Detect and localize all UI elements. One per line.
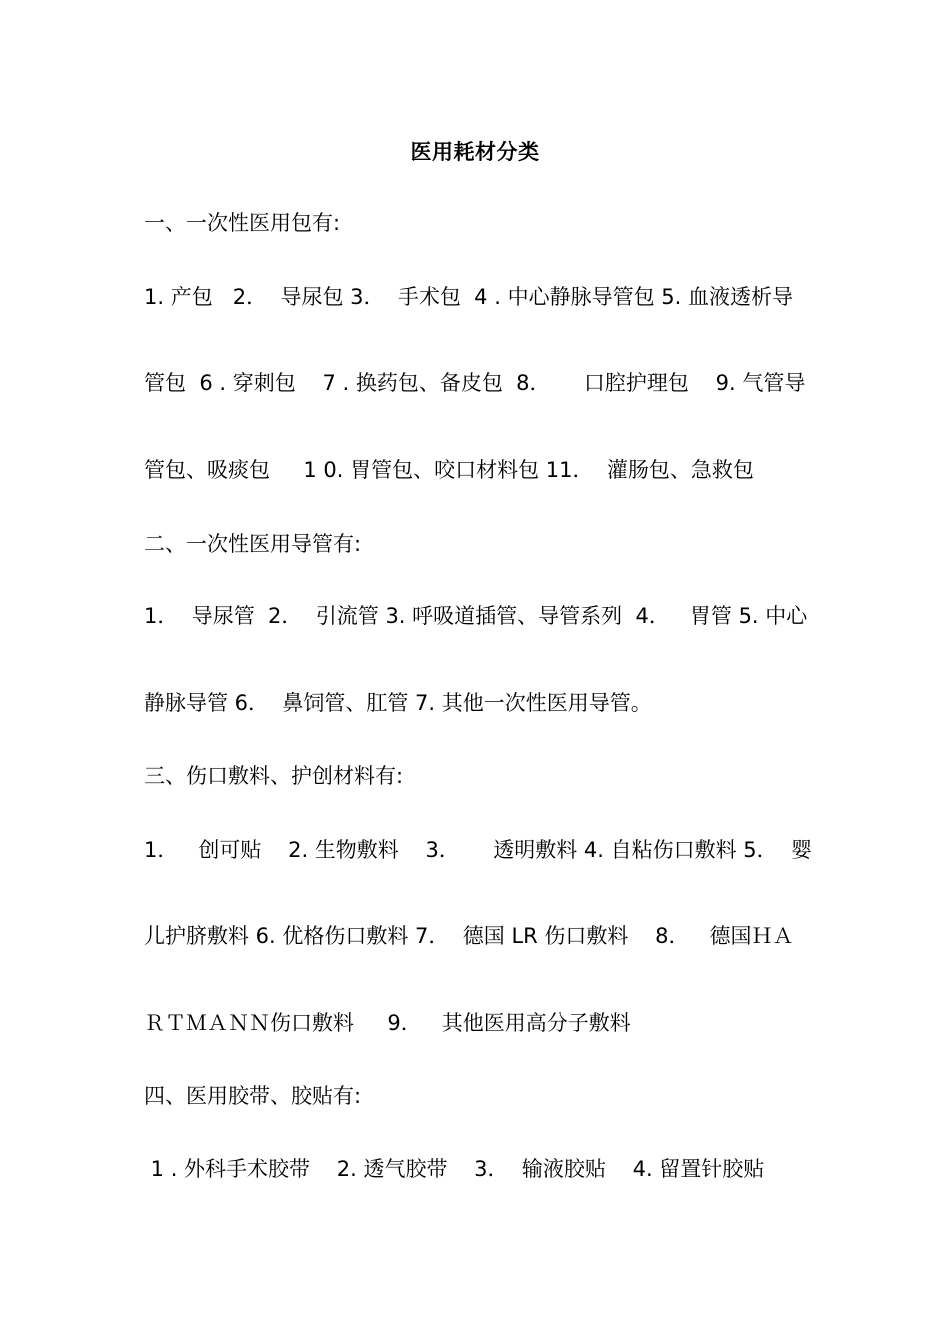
section-heading-4: 四、医用胶带、胶贴有:	[144, 1084, 362, 1108]
section-1-line-2: 管包 6 . 穿刺包 7 . 换药包、备皮包 8． 口腔护理包 9. 气管导	[144, 371, 806, 395]
section-2-line-1: 1． 导尿管 2． 引流管 3. 呼吸道插管、导管系列 4． 胃管 5. 中心	[144, 604, 808, 628]
section-heading-1: 一、一次性医用包有:	[144, 211, 341, 235]
section-3-line-3: ＲＴＭＡＮＮ伤口敷料 9． 其他医用高分子敷料	[144, 1011, 631, 1035]
document-title: 医用耗材分类	[410, 140, 540, 164]
section-2-line-2: 静脉导管 6． 鼻饲管、肛管 7. 其他一次性医用导管。	[144, 691, 652, 715]
section-heading-2: 二、一次性医用导管有:	[144, 532, 362, 556]
section-3-line-1: 1． 创可贴 2. 生物敷料 3． 透明敷料 4. 自粘伤口敷料 5． 婴	[144, 838, 813, 862]
section-3-line-2: 儿护脐敷料 6. 优格伤口敷料 7． 德国 LR 伤口敷料 8． 德国ＨＡ	[144, 924, 794, 948]
section-heading-3: 三、伤口敷料、护创材料有:	[144, 764, 404, 788]
section-1-line-1: 1. 产包 2． 导尿包 3． 手术包 4 . 中心静脉导管包 5. 血液透析导	[144, 285, 793, 309]
section-1-line-3: 管包、吸痰包 1 0. 胃管包、咬口材料包 11． 灌肠包、急救包	[144, 458, 754, 482]
section-4-line-1: 1 . 外科手术胶带 2. 透气胶带 3． 输液胶贴 4. 留置针胶贴	[144, 1157, 765, 1181]
